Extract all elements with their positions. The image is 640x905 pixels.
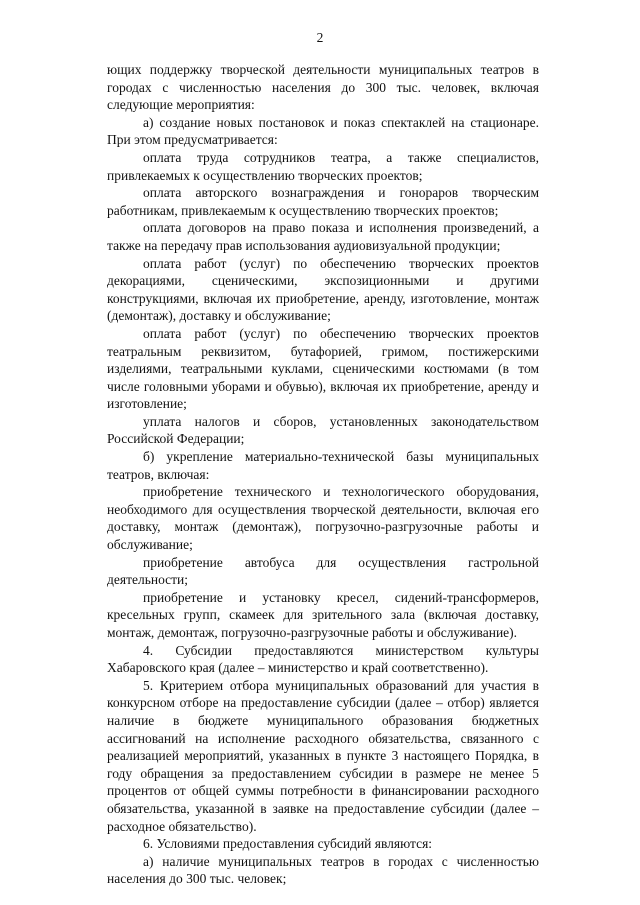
paragraph-continuation: ющих поддержку творческой деятельности муниципальных театров в городах с численностью населения до 300 тыс. человек, включая следующие мероприятия: [107, 62, 539, 113]
paragraph-item-a: а) создание новых постановок и показ спектаклей на стационаре. При этом предусматривается: [107, 114, 539, 148]
paragraph-item-b: б) укрепление материально-технической базы муниципальных театров, включая: [107, 449, 539, 482]
paragraph-equipment: приобретение технического и технологического оборудования, необходимого для осуществления творческой деятельности, включая его доставку, монтаж (демонтаж), погрузочно-разгрузочные работы и обслуживание; [107, 484, 539, 553]
paragraph-bus: приобретение автобуса для осуществления гастрольной деятельности; [107, 554, 539, 588]
paragraph-point-6: 6. Условиями предоставления субсидий являются: [143, 836, 433, 852]
paragraph-seats: приобретение и установку кресел, сидений-трансформеров, кресельных групп, скамеек для зрительного зала (включая доставку, монтаж, демонтаж, погрузочно-разгрузочные работы и обслуживание). [107, 589, 539, 640]
page-number: 2 [316, 30, 324, 45]
paragraph-point-6-a: а) наличие муниципальных театров в городах с численностью населения до 300 тыс. человек; [107, 853, 539, 887]
paragraph-scenery-works: оплата работ (услуг) по обеспечению творческих проектов декорациями, сценическими, экспозиционными и другими конструкциями, включая их приобретение, аренду, изготовление, монтаж (демонтаж), доставку и обслуживание; [107, 255, 539, 324]
paragraph-taxes: уплата налогов и сборов, установленных законодательством Российской Федерации; [107, 413, 539, 447]
paragraph-props-costumes: оплата работ (услуг) по обеспечению творческих проектов театральным реквизитом, бутафорией, гримом, постижерскими изделиями, театральными куклами, сценическими костюмами (в том числе головными уборами и обувью), включая их приобретение, аренду и изготовление; [107, 325, 539, 412]
document-body [107, 61, 539, 888]
paragraph-staff-pay: оплата труда сотрудников театра, а также специалистов, привлекаемых к осуществлению творческих проектов; [107, 149, 539, 183]
paragraph-author-fees: оплата авторского вознаграждения и гонораров творческим работникам, привлекаемым к осуществлению творческих проектов; [107, 185, 539, 218]
paragraph-performance-rights: оплата договоров на право показа и исполнения произведений, а также на передачу прав использования аудиовизуальной продукции; [107, 220, 539, 253]
paragraph-point-4: 4. Субсидии предоставляются министерством культуры Хабаровского края (далее – министерство и край соответственно). [107, 642, 539, 676]
paragraph-point-5: 5. Критерием отбора муниципальных образований для участия в конкурсном отборе на предоставление субсидии (далее – отбор) является наличие в бюджете муниципального образования бюджетных ассигнований на исполнение расходного обязательства, связанного с реализацией мероприятий, указанных в пункте 3 настоящего Порядка, в году обращения за предоставлением субсидии в размере не менее 5 процентов от общей суммы потребности в финансировании расходного обязательства, указанной в заявке на предоставление субсидии (далее – расходное обязательство). [107, 677, 539, 834]
